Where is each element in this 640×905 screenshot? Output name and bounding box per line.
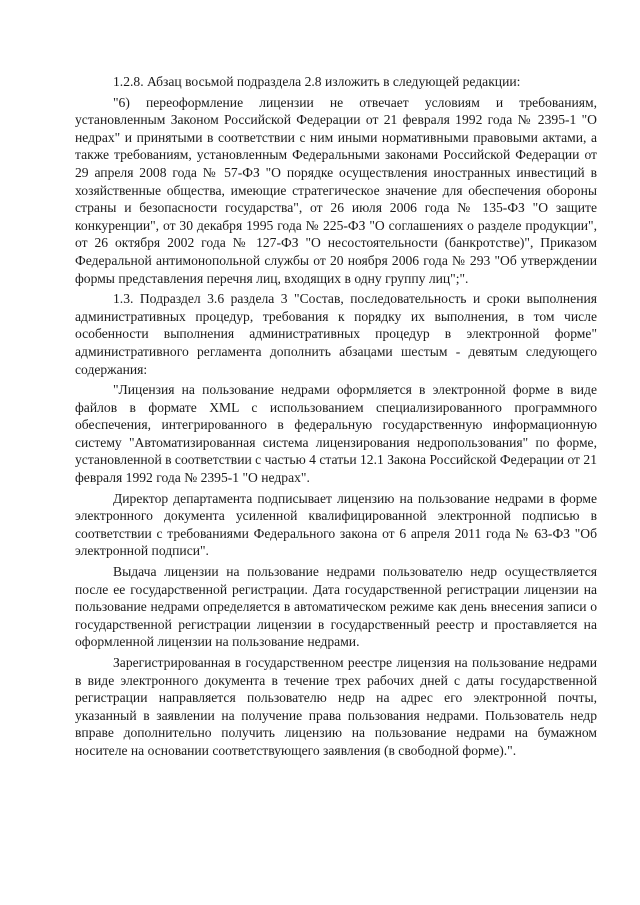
paragraph-item-6-text: "6) переоформление лицензии не отвечает условиям и требованиям, установленным Законом Российской Федерации от 21 февраля 1992 года № 2395-1 "О недрах" и принятыми в соответствии с ним иными нормативными правовыми актами, а также требованиям, установленным Федеральными законами Российской Федерации от 29 апреля 2008 года № 57-ФЗ "О порядке осуществления иностранных инвестиций в хозяйственные общества, имеющие стратегическое значение для обеспечения обороны страны и безопасности государства", от 26 июля 2006 года № 135-ФЗ "О защите конкуренции", от 30 декабря 1995 года № 225-ФЗ "О соглашениях о разделе продукции", от 26 октября 2002 года № 127-ФЗ "О несостоятельности (банкротстве)", Приказом Федеральной антимонопольной службы от 20 ноября 2006 года № 293 "Об утверждении формы представления перечня лиц, входящих в одну группу лиц";". (75, 94, 597, 286)
paragraph-1-2-8: 1.2.8. Абзац восьмой подраздела 2.8 изложить в следующей редакции: (113, 74, 521, 89)
paragraph-license-xml-format: "Лицензия на пользование недрами оформляется в электронной форме в виде файлов в формате XML с использованием специализированного программного обеспечения, интегрированного в федеральную государственную информационную систему "Автоматизированная система лицензирования недропользования" по форме, установленной в соответствии с частью 4 статьи 12.1 Закона Российской Федерации от 21 февраля 1992 года № 2395-1 "О недрах". (75, 382, 597, 486)
paragraph-1-3: 1.3. Подраздел 3.6 раздела 3 "Состав, последовательность и сроки выполнения административных процедур, требования к порядку их выполнения, в том числе особенности выполнения административных процедур в электронной форме" административного регламента дополнить абзацами шестым - девятым следующего содержания: (75, 291, 597, 377)
paragraph-registered-license-delivery: Зарегистрированная в государственном реестре лицензия на пользование недрами в виде электронного документа в течение трех рабочих дней с даты государственной регистрации направляется пользователю недр на адрес его электронной почты, указанный в заявлении на получение права пользования недрами. Пользователь недр вправе дополнительно получить лицензию на пользование недрами на бумажном носителе на основании соответствующего заявления (в свободной форме).". (75, 655, 597, 758)
paragraph-director-signature: Директор департамента подписывает лицензию на пользование недрами в форме электронного документа усиленной квалифицированной электронной подписью в соответствии с требованиями Федерального закона от 6 апреля 2011 года № 63-ФЗ "Об электронной подписи". (75, 490, 597, 559)
document-body (75, 73, 597, 763)
paragraph-license-issuance: Выдача лицензии на пользование недрами пользователю недр осуществляется после ее государственной регистрации. Дата государственной регистрации лицензии на пользование недрами определяется в автоматическом режиме как день внесения записи о государственной регистрации лицензии в государственный реестр и проставляется на оформленной лицензии на пользование недрами. (75, 564, 597, 650)
